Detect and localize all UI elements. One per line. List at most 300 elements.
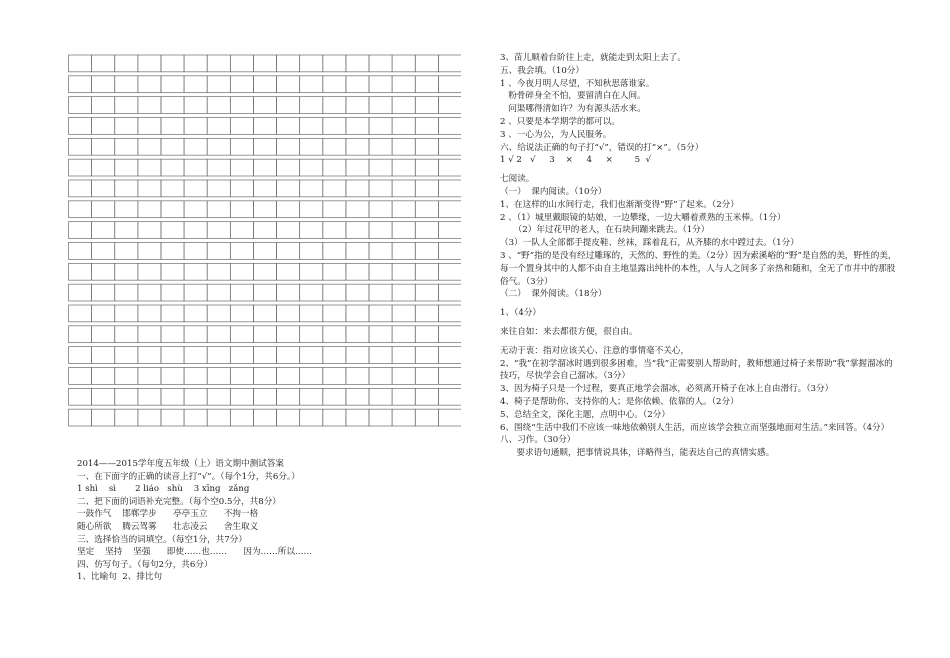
grid-cell: [230, 347, 253, 364]
left-line: 一鼓作气 邯郸学步 亭亭玉立 不拘一格: [77, 509, 259, 520]
grid-cell: [230, 305, 253, 322]
grid-cell: [69, 55, 92, 72]
grid-cell: [300, 263, 323, 280]
grid-cell: [323, 159, 346, 176]
grid-cell: [207, 180, 230, 197]
right-line: 1、（4分）: [500, 308, 542, 319]
grid-cell: [230, 138, 253, 155]
right-line: 1 √ 2 √ 3 × 4 × 5 √: [500, 155, 652, 166]
grid-cell: [253, 263, 276, 280]
grid-cell: [415, 180, 438, 197]
grid-cell: [300, 138, 323, 155]
grid-cell: [392, 263, 415, 280]
grid-cell: [184, 388, 207, 405]
grid-cell: [253, 138, 276, 155]
grid-cell: [207, 409, 230, 426]
grid-cell: [69, 118, 92, 135]
grid-cell: [161, 368, 184, 385]
grid-cell: [69, 305, 92, 322]
grid-cell: [369, 305, 392, 322]
left-line: 坚定 坚持 坚强 即使……也…… 因为……所以……: [77, 547, 313, 558]
grid-cell: [415, 368, 438, 385]
grid-cell: [323, 409, 346, 426]
grid-cell: [138, 388, 161, 405]
grid-cell: [438, 97, 461, 114]
grid-cell: [230, 243, 253, 260]
grid-cell: [392, 159, 415, 176]
grid-cell: [138, 118, 161, 135]
grid-cell: [300, 388, 323, 405]
grid-cell: [207, 368, 230, 385]
grid-cell: [346, 55, 369, 72]
grid-cell: [346, 409, 369, 426]
grid-cell: [369, 368, 392, 385]
grid-cell: [115, 97, 138, 114]
grid-cell: [69, 201, 92, 218]
grid-cell: [253, 222, 276, 239]
right-line: 无动于衷：指对应该关心、注意的事情毫不关心，: [500, 345, 690, 356]
grid-cell: [438, 222, 461, 239]
right-line: （3）一队人全部都手提皮鞋、丝袜，踩着乱石，从齐膝的水中蹚过去。（1分）: [500, 238, 799, 249]
grid-cell: [92, 243, 115, 260]
grid-cell: [323, 118, 346, 135]
grid-cell: [138, 222, 161, 239]
grid-cell: [92, 326, 115, 343]
grid-cell: [415, 201, 438, 218]
grid-cell: [277, 368, 300, 385]
right-line: 1 、今夜月明人尽望，不知秋思落谁家。: [500, 78, 655, 89]
grid-cell: [184, 138, 207, 155]
grid-cell: [438, 326, 461, 343]
grid-cell: [161, 180, 184, 197]
grid-cell: [323, 368, 346, 385]
grid-cell: [438, 284, 461, 301]
grid-cell: [277, 409, 300, 426]
grid-cell: [230, 97, 253, 114]
grid-cell: [369, 118, 392, 135]
grid-cell: [138, 263, 161, 280]
grid-cell: [207, 326, 230, 343]
grid-cell: [323, 138, 346, 155]
grid-cell: [277, 263, 300, 280]
grid-cell: [184, 347, 207, 364]
grid-cell: [138, 55, 161, 72]
right-line: 2 、只要是本学期学的都可以。: [500, 116, 620, 127]
grid-cell: [230, 180, 253, 197]
grid-cell: [92, 97, 115, 114]
grid-cell: [207, 284, 230, 301]
grid-cell: [253, 97, 276, 114]
right-line: 3 、“野”指的是没有经过雕琢的，天然的、野性的美。（2分）因为索溪峪的“野”是自然的美，野性的美，每一个置身其中的人都不由自主地显露出纯朴的本性，人与人之间多了亲热和随和，全无了市井中的那股俗气。（3分）: [500, 250, 897, 287]
grid-cell: [138, 409, 161, 426]
grid-cell: [392, 347, 415, 364]
grid-cell: [138, 284, 161, 301]
grid-cell: [369, 263, 392, 280]
grid-cell: [323, 222, 346, 239]
grid-cell: [438, 55, 461, 72]
grid-cell: [300, 284, 323, 301]
grid-cell: [115, 326, 138, 343]
grid-cell: [392, 180, 415, 197]
grid-cell: [392, 368, 415, 385]
grid-cell: [161, 138, 184, 155]
grid-cell: [415, 305, 438, 322]
grid-cell: [161, 326, 184, 343]
grid-cell: [184, 263, 207, 280]
grid-cell: [369, 201, 392, 218]
grid-cell: [69, 409, 92, 426]
grid-cell: [323, 180, 346, 197]
grid-cell: [253, 326, 276, 343]
grid-cell: [369, 284, 392, 301]
grid-cell: [69, 180, 92, 197]
grid-cell: [369, 138, 392, 155]
grid-cell: [92, 347, 115, 364]
grid-cell: [161, 159, 184, 176]
left-line: 随心所欲 腾云驾雾 壮志凌云 舍生取义: [77, 521, 259, 532]
grid-cell: [115, 222, 138, 239]
grid-cell: [115, 388, 138, 405]
grid-cell: [92, 222, 115, 239]
grid-cell: [115, 159, 138, 176]
grid-cell: [300, 76, 323, 93]
grid-cell: [230, 55, 253, 72]
grid-cell: [207, 305, 230, 322]
grid-cell: [69, 138, 92, 155]
grid-cell: [92, 76, 115, 93]
grid-cell: [300, 326, 323, 343]
grid-cell: [323, 305, 346, 322]
grid-cell: [92, 118, 115, 135]
grid-cell: [438, 76, 461, 93]
right-line: 1、在这样的山水间行走，我们也渐渐变得“野”了起来。（2分）: [500, 199, 739, 210]
grid-cell: [184, 159, 207, 176]
grid-cell: [392, 305, 415, 322]
right-line: 6、围绕“生活中我们不应该一味地依赖别人生活，而应该学会独立而坚强地面对生活。”来回答。（4分）: [500, 422, 890, 433]
grid-cell: [161, 263, 184, 280]
grid-cell: [138, 180, 161, 197]
left-line: 2014——2015学年度五年级（上）语文期中测试答案: [77, 459, 285, 469]
grid-cell: [207, 138, 230, 155]
grid-cell: [69, 284, 92, 301]
grid-cell: [253, 76, 276, 93]
right-line: 六、给说法正确的句子打“√”，错误的打“×”。（5分）: [500, 142, 704, 153]
grid-cell: [300, 55, 323, 72]
grid-cell: [138, 305, 161, 322]
grid-cell: [277, 138, 300, 155]
grid-cell: [323, 76, 346, 93]
grid-cell: [300, 243, 323, 260]
grid-cell: [230, 326, 253, 343]
grid-cell: [346, 118, 369, 135]
grid-cell: [161, 409, 184, 426]
grid-cell: [415, 222, 438, 239]
grid-cell: [346, 326, 369, 343]
right-line: （一） 课内阅读。（10分）: [500, 186, 607, 197]
grid-cell: [300, 222, 323, 239]
grid-cell: [253, 388, 276, 405]
grid-cell: [161, 347, 184, 364]
grid-cell: [346, 159, 369, 176]
grid-cell: [346, 76, 369, 93]
grid-cell: [300, 97, 323, 114]
grid-cell: [253, 159, 276, 176]
grid-cell: [346, 201, 369, 218]
grid-cell: [92, 159, 115, 176]
grid-cell: [323, 347, 346, 364]
left-line: 一、在下面字的正确的读音上打“√”。（每个1分，共6分。）: [77, 471, 300, 482]
grid-cell: [138, 368, 161, 385]
right-line: 2、“我”在初学溜冰时遇到很多困难，当“我”正需要别人帮助时，教师想通过椅子来帮助“我”掌握溜冰的技巧，尽快学会自己溜冰。（3分）: [500, 358, 893, 382]
grid-cell: [392, 326, 415, 343]
right-line: 3、苗儿顺着台阶往上走，就能走到太阳上去了。: [500, 53, 686, 63]
grid-cell: [207, 243, 230, 260]
grid-cell: [392, 138, 415, 155]
grid-cell: [92, 180, 115, 197]
grid-cell: [300, 180, 323, 197]
grid-cell: [415, 159, 438, 176]
grid-cell: [138, 243, 161, 260]
grid-cell: [69, 97, 92, 114]
grid-cell: [277, 284, 300, 301]
left-line: 二、把下面的词语补充完整。（每个空0.5分，共8分）: [77, 496, 281, 507]
grid-cell: [92, 284, 115, 301]
grid-cell: [69, 347, 92, 364]
grid-cell: [184, 180, 207, 197]
grid-cell: [415, 263, 438, 280]
grid-cell: [415, 326, 438, 343]
right-line: 来往自如：来去都很方便，很自由。: [500, 326, 638, 337]
grid-cell: [207, 263, 230, 280]
grid-cell: [207, 347, 230, 364]
grid-cell: [230, 201, 253, 218]
grid-cell: [207, 118, 230, 135]
grid-cell: [415, 55, 438, 72]
grid-cell: [438, 347, 461, 364]
grid-cell: [69, 326, 92, 343]
grid-cell: [346, 368, 369, 385]
grid-cell: [323, 55, 346, 72]
grid-cell: [184, 326, 207, 343]
grid-cell: [277, 159, 300, 176]
grid-cell: [230, 409, 253, 426]
grid-cell: [369, 180, 392, 197]
composition-grid: [68, 52, 461, 427]
grid-cell: [207, 76, 230, 93]
grid-cell: [300, 159, 323, 176]
grid-cell: [369, 222, 392, 239]
grid-cell: [300, 118, 323, 135]
grid-cell: [230, 118, 253, 135]
grid-cell: [115, 243, 138, 260]
grid-cell: [69, 368, 92, 385]
right-line: （二） 课外阅读。（18分）: [500, 289, 607, 300]
grid-cell: [138, 97, 161, 114]
grid-cell: [184, 284, 207, 301]
grid-cell: [184, 409, 207, 426]
grid-cell: [323, 326, 346, 343]
grid-cell: [161, 222, 184, 239]
grid-cell: [392, 222, 415, 239]
grid-cell: [346, 388, 369, 405]
grid-cell: [253, 284, 276, 301]
grid-cell: [184, 222, 207, 239]
left-line: 四、仿写句子。（每句2分，共6分）: [77, 559, 213, 570]
grid-cell: [161, 284, 184, 301]
grid-cell: [115, 347, 138, 364]
grid-cell: [253, 55, 276, 72]
grid-cell: [277, 55, 300, 72]
right-line: 五、我会填。（10分）: [500, 65, 584, 76]
grid-cell: [69, 222, 92, 239]
grid-cell: [369, 97, 392, 114]
left-line: 1、比喻句 2、排比句: [77, 572, 163, 583]
grid-cell: [230, 388, 253, 405]
right-line: 问渠哪得清如许？为有源头活水来。: [500, 104, 646, 115]
grid-cell: [346, 305, 369, 322]
grid-cell: [115, 368, 138, 385]
grid-cell: [392, 201, 415, 218]
grid-cell: [92, 55, 115, 72]
grid-cell: [184, 76, 207, 93]
grid-cell: [300, 347, 323, 364]
grid-cell: [207, 201, 230, 218]
grid-cell: [415, 97, 438, 114]
grid-cell: [346, 243, 369, 260]
grid-cell: [438, 201, 461, 218]
grid-cell: [138, 76, 161, 93]
grid-cell: [115, 263, 138, 280]
grid-cell: [253, 118, 276, 135]
grid-cell: [415, 347, 438, 364]
grid-cell: [230, 222, 253, 239]
grid-cell: [438, 263, 461, 280]
left-line: 三、选择恰当的词填空。（每空1分，共7分）: [77, 534, 247, 545]
right-line: 5、总结全文，深化主题，点明中心。（2分）: [500, 409, 670, 420]
grid-cell: [369, 347, 392, 364]
grid-cell: [253, 305, 276, 322]
grid-cell: [207, 159, 230, 176]
grid-cell: [300, 305, 323, 322]
grid-cell: [392, 243, 415, 260]
grid-cell: [230, 263, 253, 280]
grid-cell: [161, 201, 184, 218]
grid-cell: [207, 388, 230, 405]
grid-cell: [253, 368, 276, 385]
grid-cell: [415, 388, 438, 405]
grid-cell: [300, 368, 323, 385]
grid-cell: [230, 76, 253, 93]
grid-cell: [392, 55, 415, 72]
grid-cell: [392, 118, 415, 135]
grid-cell: [230, 284, 253, 301]
grid-cell: [415, 118, 438, 135]
grid-cell: [92, 138, 115, 155]
grid-cell: [184, 305, 207, 322]
grid-cell: [277, 305, 300, 322]
grid-cell: [438, 388, 461, 405]
grid-cell: [438, 243, 461, 260]
grid-cell: [415, 409, 438, 426]
grid-cell: [415, 76, 438, 93]
grid-cell: [253, 347, 276, 364]
grid-cell: [300, 409, 323, 426]
grid-cell: [346, 347, 369, 364]
grid-cell: [161, 118, 184, 135]
grid-cell: [138, 347, 161, 364]
grid-cell: [230, 368, 253, 385]
grid-cell: [346, 284, 369, 301]
grid-cell: [438, 118, 461, 135]
grid-cell: [415, 284, 438, 301]
grid-cell: [207, 222, 230, 239]
grid-cell: [392, 76, 415, 93]
grid-cell: [277, 180, 300, 197]
grid-cell: [438, 368, 461, 385]
answer-key-left-column: [77, 458, 467, 584]
grid-cell: [277, 76, 300, 93]
grid-cell: [230, 159, 253, 176]
right-line: （2）年过花甲的老人，在石块间蹦来跳去。（1分）: [500, 225, 710, 236]
grid-cell: [138, 326, 161, 343]
grid-cell: [92, 263, 115, 280]
grid-cell: [369, 409, 392, 426]
grid-cell: [277, 388, 300, 405]
grid-cell: [369, 55, 392, 72]
grid-cell: [277, 222, 300, 239]
grid-cell: [115, 305, 138, 322]
grid-cell: [323, 388, 346, 405]
grid-cell: [184, 55, 207, 72]
grid-cell: [369, 76, 392, 93]
grid-cell: [92, 368, 115, 385]
grid-cell: [115, 409, 138, 426]
grid-cell: [115, 284, 138, 301]
right-line: 3、因为椅子只是一个过程，要真正地学会溜冰，必须离开椅子在冰上自由滑行。（3分）: [500, 384, 834, 395]
grid-cell: [277, 201, 300, 218]
answer-key-right-column: [500, 52, 900, 460]
grid-cell: [346, 138, 369, 155]
grid-cell: [253, 409, 276, 426]
grid-cell: [253, 201, 276, 218]
grid-cell: [369, 388, 392, 405]
grid-cell: [69, 263, 92, 280]
grid-cell: [323, 243, 346, 260]
grid-cell: [92, 409, 115, 426]
writing-grid-svg: [68, 52, 461, 427]
grid-cell: [253, 180, 276, 197]
grid-cell: [392, 97, 415, 114]
grid-cell: [323, 97, 346, 114]
grid-cell: [369, 326, 392, 343]
grid-cell: [277, 118, 300, 135]
grid-cell: [184, 243, 207, 260]
right-line: 粉骨碎身全不怕，要留清白在人间。: [500, 91, 646, 102]
grid-cell: [69, 243, 92, 260]
grid-cell: [438, 159, 461, 176]
grid-cell: [277, 97, 300, 114]
right-line: 要求语句通顺，把事情说具体，详略得当，能表达自己的真情实感。: [500, 448, 775, 459]
grid-cell: [415, 138, 438, 155]
grid-cell: [438, 409, 461, 426]
grid-cell: [346, 222, 369, 239]
grid-cell: [346, 97, 369, 114]
grid-cell: [392, 388, 415, 405]
grid-cell: [184, 368, 207, 385]
grid-cell: [69, 388, 92, 405]
grid-cell: [138, 159, 161, 176]
grid-cell: [138, 201, 161, 218]
